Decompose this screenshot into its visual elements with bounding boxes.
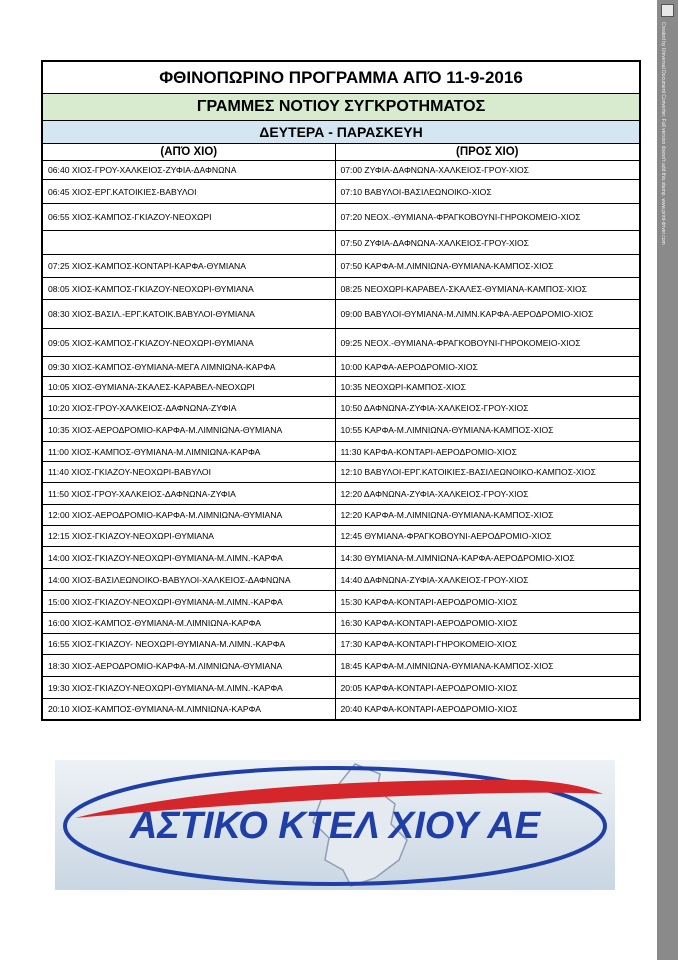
schedule-row — [42, 655, 640, 677]
departure-to-chios: 12:45 ΘΥΜΙΑΝΑ-ΦΡΑΓΚΟΒΟΥΝΙ-ΑΕΡΟΔΡΟΜΙΟ-ΧΙΟΣ — [335, 526, 640, 547]
departure-to-chios: 14:40 ΔΑΦΝΩΝΑ-ΖΥΦΙΑ-ΧΑΛΚΕΙΟΣ-ΓΡΟΥ-ΧΙΟΣ — [335, 569, 640, 591]
departure-to-chios: 09:00 ΒΑΒΥΛΟΙ-ΘΥΜΙΑΝΑ-Μ.ΛΙΜΝ.ΚΑΡΦΑ-ΑΕΡΟΔΡΟΜΙΟ-ΧΙΟΣ — [335, 300, 640, 329]
departure-from-chios: 07:25 ΧΙΟΣ-ΚΑΜΠΟΣ-ΚΟΝΤΑΡΙ-ΚΑΡΦΑ-ΘΥΜΙΑΝΑ — [42, 255, 335, 278]
schedule-row — [42, 462, 640, 483]
departure-from-chios: 06:55 ΧΙΟΣ-ΚΑΜΠΟΣ-ΓΚΙΑΖΟΥ-ΝΕΟΧΩΡΙ — [42, 204, 335, 231]
departure-from-chios: 06:40 ΧΙΟΣ-ΓΡΟΥ-ΧΑΛΚΕΙΟΣ-ΖΥΦΙΑ-ΔΑΦΝΩΝΑ — [42, 161, 335, 180]
ktel-logo-graphic — [55, 760, 615, 890]
logo-text: ΑΣΤΙΚΟ ΚΤΕΛ ΧΙΟΥ ΑΕ — [129, 805, 541, 847]
schedule-title: ΦΘΙΝΟΠΩΡΙΝΟ ΠΡΟΓΡΑΜΜΑ ΑΠΌ 11-9-2016 — [42, 61, 640, 94]
departure-to-chios: 14:30 ΘΥΜΙΑΝΑ-Μ.ΛΙΜΝΙΩΝΑ-ΚΑΡΦΑ-ΑΕΡΟΔΡΟΜΙΟ-ΧΙΟΣ — [335, 547, 640, 569]
departure-from-chios: 14:00 ΧΙΟΣ-ΒΑΣΙΛΕΩΝΟΙΚΟ-ΒΑΒΥΛΟΙ-ΧΑΛΚΕΙΟΣ-ΔΑΦΝΩΝΑ — [42, 569, 335, 591]
departure-from-chios: 10:05 ΧΙΟΣ-ΘΥΜΙΑΝΑ-ΣΚΑΛΕΣ-ΚΑΡΑΒΕΛ-ΝΕΟΧΩΡΙ — [42, 377, 335, 397]
departure-from-chios — [42, 231, 335, 255]
departure-from-chios: 16:55 ΧΙΟΣ-ΓΚΙΑΖΟΥ- ΝΕΟΧΩΡΙ-ΘΥΜΙΑΝΑ-Μ.ΛΙΜΝ.-ΚΑΡΦΑ — [42, 634, 335, 655]
departure-to-chios: 10:50 ΔΑΦΝΩΝΑ-ΖΥΦΙΑ-ΧΑΛΚΕΙΟΣ-ΓΡΟΥ-ΧΙΟΣ — [335, 397, 640, 419]
departure-to-chios: 11:30 ΚΑΡΦΑ-ΚΟΝΤΑΡΙ-ΑΕΡΟΔΡΟΜΙΟ-ΧΙΟΣ — [335, 442, 640, 462]
departure-from-chios: 06:45 ΧΙΟΣ-ΕΡΓ.ΚΑΤΟΙΚΙΕΣ-ΒΑΒΥΛΟΙ — [42, 180, 335, 204]
schedule-table — [41, 60, 641, 721]
departure-to-chios: 17:30 ΚΑΡΦΑ-ΚΟΝΤΑΡΙ-ΓΗΡΟΚΟΜΕΙΟ-ΧΙΟΣ — [335, 634, 640, 655]
departure-from-chios: 12:15 ΧΙΟΣ-ΓΚΙΑΖΟΥ-ΝΕΟΧΩΡΙ-ΘΥΜΙΑΝΑ — [42, 526, 335, 547]
departure-from-chios: 08:30 ΧΙΟΣ-ΒΑΣΙΛ.-ΕΡΓ.ΚΑΤΟΙΚ.ΒΑΒΥΛΟΙ-ΘΥΜΙΑΝΑ — [42, 300, 335, 329]
departure-from-chios: 11:40 ΧΙΟΣ-ΓΚΙΑΖΟΥ-ΝΕΟΧΩΡΙ-ΒΑΒΥΛΟΙ — [42, 462, 335, 483]
departure-from-chios: 19:30 ΧΙΟΣ-ΓΚΙΑΖΟΥ-ΝΕΟΧΩΡΙ-ΘΥΜΙΑΝΑ-Μ.ΛΙΜΝ.-ΚΑΡΦΑ — [42, 677, 335, 699]
schedule-row — [42, 442, 640, 462]
departure-to-chios: 07:50 ΖΥΦΙΑ-ΔΑΦΝΩΝΑ-ΧΑΛΚΕΙΟΣ-ΓΡΟΥ-ΧΙΟΣ — [335, 231, 640, 255]
schedule-days: ΔΕΥΤΕΡΑ - ΠΑΡΑΣΚΕΥΗ — [42, 121, 640, 144]
schedule-subtitle: ΓΡΑΜΜΕΣ ΝΟΤΙΟΥ ΣΥΓΚΡΟΤΗΜΑΤΟΣ — [42, 94, 640, 121]
schedule-row — [42, 180, 640, 204]
departure-from-chios: 12:00 ΧΙΟΣ-ΑΕΡΟΔΡΟΜΙΟ-ΚΑΡΦΑ-Μ.ΛΙΜΝΙΩΝΑ-ΘΥΜΙΑΝΑ — [42, 505, 335, 526]
departure-to-chios: 10:35 ΝΕΟΧΩΡΙ-ΚΑΜΠΟΣ-ΧΙΟΣ — [335, 377, 640, 397]
schedule-row — [42, 161, 640, 180]
departure-to-chios: 15:30 ΚΑΡΦΑ-ΚΟΝΤΑΡΙ-ΑΕΡΟΔΡΟΜΙΟ-ΧΙΟΣ — [335, 591, 640, 613]
departure-to-chios: 12:20 ΚΑΡΦΑ-Μ.ΛΙΜΝΙΩΝΑ-ΘΥΜΙΑΝΑ-ΚΑΜΠΟΣ-ΧΙΟΣ — [335, 505, 640, 526]
departure-to-chios: 07:00 ΖΥΦΙΑ-ΔΑΦΝΩΝΑ-ΧΑΛΚΕΙΟΣ-ΓΡΟΥ-ΧΙΟΣ — [335, 161, 640, 180]
ktel-logo — [55, 760, 615, 890]
schedule-row — [42, 255, 640, 278]
departure-from-chios: 10:35 ΧΙΟΣ-ΑΕΡΟΔΡΟΜΙΟ-ΚΑΡΦΑ-Μ.ΛΙΜΝΙΩΝΑ-ΘΥΜΙΑΝΑ — [42, 419, 335, 442]
departure-to-chios: 20:40 ΚΑΡΦΑ-ΚΟΝΤΑΡΙ-ΑΕΡΟΔΡΟΜΙΟ-ΧΙΟΣ — [335, 699, 640, 720]
schedule-row — [42, 419, 640, 442]
column-header-from: (ΑΠΌ ΧΙΟ) — [42, 144, 335, 161]
column-header-to: (ΠΡΟΣ ΧΙΟ) — [335, 144, 640, 161]
schedule-row — [42, 300, 640, 329]
converter-stamp-icon — [661, 4, 674, 17]
departure-to-chios: 09:25 ΝΕΟΧ.-ΘΥΜΙΑΝΑ-ΦΡΑΓΚΟΒΟΥΝΙ-ΓΗΡΟΚΟΜΕΙΟ-ΧΙΟΣ — [335, 329, 640, 357]
departure-to-chios: 07:10 ΒΑΒΥΛΟΙ-ΒΑΣΙΛΕΩΝΟΙΚΟ-ΧΙΟΣ — [335, 180, 640, 204]
schedule-row — [42, 634, 640, 655]
departure-from-chios: 14:00 ΧΙΟΣ-ΓΚΙΑΖΟΥ-ΝΕΟΧΩΡΙ-ΘΥΜΙΑΝΑ-Μ.ΛΙΜΝ.-ΚΑΡΦΑ — [42, 547, 335, 569]
schedule-row — [42, 397, 640, 419]
departure-from-chios: 15:00 ΧΙΟΣ-ΓΚΙΑΖΟΥ-ΝΕΟΧΩΡΙ-ΘΥΜΙΑΝΑ-Μ.ΛΙΜΝ.-ΚΑΡΦΑ — [42, 591, 335, 613]
schedule-row — [42, 483, 640, 505]
schedule-row — [42, 204, 640, 231]
departure-from-chios: 10:20 ΧΙΟΣ-ΓΡΟΥ-ΧΑΛΚΕΙΟΣ-ΔΑΦΝΩΝΑ-ΖΥΦΙΑ — [42, 397, 335, 419]
departure-to-chios: 08:25 ΝΕΟΧΩΡΙ-ΚΑΡΑΒΕΛ-ΣΚΑΛΕΣ-ΘΥΜΙΑΝΑ-ΚΑΜΠΟΣ-ΧΙΟΣ — [335, 278, 640, 300]
schedule-row — [42, 699, 640, 720]
schedule-row — [42, 357, 640, 377]
departure-from-chios: 11:00 ΧΙΟΣ-ΚΑΜΠΟΣ-ΘΥΜΙΑΝΑ-Μ.ΛΙΜΝΙΩΝΑ-ΚΑΡΦΑ — [42, 442, 335, 462]
schedule-row — [42, 547, 640, 569]
schedule-page — [41, 60, 639, 721]
schedule-row — [42, 278, 640, 300]
departure-from-chios: 20:10 ΧΙΟΣ-ΚΑΜΠΟΣ-ΘΥΜΙΑΝΑ-Μ.ΛΙΜΝΙΩΝΑ-ΚΑΡΦΑ — [42, 699, 335, 720]
departure-to-chios: 16:30 ΚΑΡΦΑ-ΚΟΝΤΑΡΙ-ΑΕΡΟΔΡΟΜΙΟ-ΧΙΟΣ — [335, 613, 640, 634]
departure-to-chios: 07:20 ΝΕΟΧ.-ΘΥΜΙΑΝΑ-ΦΡΑΓΚΟΒΟΥΝΙ-ΓΗΡΟΚΟΜΕΙΟ-ΧΙΟΣ — [335, 204, 640, 231]
schedule-row — [42, 677, 640, 699]
schedule-row — [42, 505, 640, 526]
schedule-row — [42, 591, 640, 613]
departure-to-chios: 07:50 ΚΑΡΦΑ-Μ.ΛΙΜΝΙΩΝΑ-ΘΥΜΙΑΝΑ-ΚΑΜΠΟΣ-ΧΙΟΣ — [335, 255, 640, 278]
departure-from-chios: 09:30 ΧΙΟΣ-ΚΑΜΠΟΣ-ΘΥΜΙΑΝΑ-ΜΕΓΑ ΛΙΜΝΙΩΝΑ-ΚΑΡΦΑ — [42, 357, 335, 377]
departure-to-chios: 12:20 ΔΑΦΝΩΝΑ-ΖΥΦΙΑ-ΧΑΛΚΕΙΟΣ-ΓΡΟΥ-ΧΙΟΣ — [335, 483, 640, 505]
departure-to-chios: 18:45 ΚΑΡΦΑ-Μ.ΛΙΜΝΙΩΝΑ-ΘΥΜΙΑΝΑ-ΚΑΜΠΟΣ-ΧΙΟΣ — [335, 655, 640, 677]
departure-to-chios: 10:55 ΚΑΡΦΑ-Μ.ΛΙΜΝΙΩΝΑ-ΘΥΜΙΑΝΑ-ΚΑΜΠΟΣ-ΧΙΟΣ — [335, 419, 640, 442]
converter-stamp-text: Created by Universal Document Converter. Full version doesn't add this stamp. www.print-driver.com — [660, 22, 666, 245]
schedule-row — [42, 613, 640, 634]
departure-to-chios: 12:10 ΒΑΒΥΛΟΙ-ΕΡΓ.ΚΑΤΟΙΚΙΕΣ-ΒΑΣΙΛΕΩΝΟΙΚΟ-ΚΑΜΠΟΣ-ΧΙΟΣ — [335, 462, 640, 483]
departure-from-chios: 09:05 ΧΙΟΣ-ΚΑΜΠΟΣ-ΓΚΙΑΖΟΥ-ΝΕΟΧΩΡΙ-ΘΥΜΙΑΝΑ — [42, 329, 335, 357]
schedule-row — [42, 526, 640, 547]
schedule-row — [42, 377, 640, 397]
schedule-row — [42, 569, 640, 591]
schedule-row — [42, 231, 640, 255]
schedule-row — [42, 329, 640, 357]
departure-to-chios: 20:05 ΚΑΡΦΑ-ΚΟΝΤΑΡΙ-ΑΕΡΟΔΡΟΜΙΟ-ΧΙΟΣ — [335, 677, 640, 699]
departure-from-chios: 18:30 ΧΙΟΣ-ΑΕΡΟΔΡΟΜΙΟ-ΚΑΡΦΑ-Μ.ΛΙΜΝΙΩΝΑ-ΘΥΜΙΑΝΑ — [42, 655, 335, 677]
departure-from-chios: 11:50 ΧΙΟΣ-ΓΡΟΥ-ΧΑΛΚΕΙΟΣ-ΔΑΦΝΩΝΑ-ΖΥΦΙΑ — [42, 483, 335, 505]
departure-from-chios: 16:00 ΧΙΟΣ-ΚΑΜΠΟΣ-ΘΥΜΙΑΝΑ-Μ.ΛΙΜΝΙΩΝΑ-ΚΑΡΦΑ — [42, 613, 335, 634]
departure-to-chios: 10:00 ΚΑΡΦΑ-ΑΕΡΟΔΡΟΜΙΟ-ΧΙΟΣ — [335, 357, 640, 377]
departure-from-chios: 08:05 ΧΙΟΣ-ΚΑΜΠΟΣ-ΓΚΙΑΖΟΥ-ΝΕΟΧΩΡΙ-ΘΥΜΙΑΝΑ — [42, 278, 335, 300]
